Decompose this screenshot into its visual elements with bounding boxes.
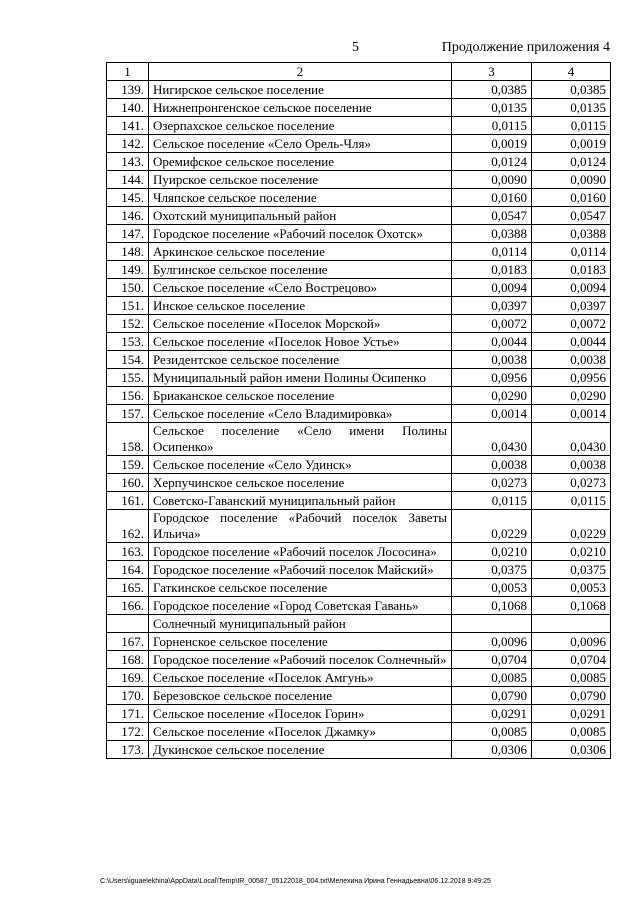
row-name: Городское поселение «Рабочий поселок Заветы Ильича» — [149, 510, 452, 543]
row-value-col4: 0,0183 — [532, 261, 611, 279]
row-name: Советско-Гаванский муниципальный район — [149, 492, 452, 510]
row-name: Дукинское сельское поселение — [149, 741, 452, 759]
row-number: 144. — [107, 171, 149, 189]
row-name: Березовское сельское поселение — [149, 687, 452, 705]
row-value-col3 — [452, 615, 532, 633]
row-number: 166. — [107, 597, 149, 615]
table-row — [107, 633, 611, 651]
table-row — [107, 243, 611, 261]
row-value-col4: 0,0956 — [532, 369, 611, 387]
row-name: Гаткинское сельское поселение — [149, 579, 452, 597]
row-number: 150. — [107, 279, 149, 297]
table-row — [107, 135, 611, 153]
table-row — [107, 510, 611, 543]
row-value-col4: 0,0044 — [532, 333, 611, 351]
row-number: 143. — [107, 153, 149, 171]
table-row — [107, 315, 611, 333]
table-row — [107, 423, 611, 456]
row-number: 158. — [107, 423, 149, 456]
row-number — [107, 615, 149, 633]
row-value-col3: 0,0115 — [452, 492, 532, 510]
row-value-col3: 0,0956 — [452, 369, 532, 387]
row-value-col3: 0,0135 — [452, 99, 532, 117]
row-value-col3: 0,0115 — [452, 117, 532, 135]
row-value-col3: 0,0306 — [452, 741, 532, 759]
row-number: 147. — [107, 225, 149, 243]
table-row — [107, 615, 611, 633]
row-value-col4: 0,1068 — [532, 597, 611, 615]
row-value-col4: 0,0229 — [532, 510, 611, 543]
row-value-col3: 0,0019 — [452, 135, 532, 153]
row-value-col4: 0,0375 — [532, 561, 611, 579]
row-name: Горненское сельское поселение — [149, 633, 452, 651]
row-name: Озерпахское сельское поселение — [149, 117, 452, 135]
row-value-col3: 0,0044 — [452, 333, 532, 351]
row-value-col4: 0,0019 — [532, 135, 611, 153]
table-row — [107, 369, 611, 387]
table-row — [107, 297, 611, 315]
row-name: Сельское поселение «Поселок Джамку» — [149, 723, 452, 741]
row-value-col3: 0,0053 — [452, 579, 532, 597]
table-row — [107, 669, 611, 687]
continuation-header: Продолжение приложения 4 — [441, 40, 610, 55]
page-number: 5 — [352, 40, 359, 55]
row-number: 149. — [107, 261, 149, 279]
row-value-col3: 0,0160 — [452, 189, 532, 207]
row-value-col3: 0,0388 — [452, 225, 532, 243]
table-row — [107, 189, 611, 207]
row-name: Оремифское сельское поселение — [149, 153, 452, 171]
row-number: 140. — [107, 99, 149, 117]
row-name: Херпучинское сельское поселение — [149, 474, 452, 492]
table-row — [107, 474, 611, 492]
header-col-3: 3 — [452, 63, 532, 81]
row-name: Булгинское сельское поселение — [149, 261, 452, 279]
row-number: 169. — [107, 669, 149, 687]
row-number: 170. — [107, 687, 149, 705]
row-name: Сельское поселение «Село Вострецово» — [149, 279, 452, 297]
row-number: 152. — [107, 315, 149, 333]
row-value-col4: 0,0072 — [532, 315, 611, 333]
row-name: Солнечный муниципальный район — [149, 615, 452, 633]
table-row — [107, 207, 611, 225]
row-value-col3: 0,0038 — [452, 456, 532, 474]
table-row — [107, 279, 611, 297]
row-value-col4: 0,0085 — [532, 669, 611, 687]
row-value-col3: 0,0790 — [452, 687, 532, 705]
row-name: Охотский муниципальный район — [149, 207, 452, 225]
row-value-col3: 0,0290 — [452, 387, 532, 405]
row-value-col4: 0,0397 — [532, 297, 611, 315]
row-number: 162. — [107, 510, 149, 543]
row-value-col3: 0,0229 — [452, 510, 532, 543]
row-name: Сельское поселение «Поселок Морской» — [149, 315, 452, 333]
row-value-col4: 0,0094 — [532, 279, 611, 297]
row-value-col3: 0,0183 — [452, 261, 532, 279]
table-row — [107, 387, 611, 405]
row-value-col4: 0,0547 — [532, 207, 611, 225]
row-value-col4: 0,0385 — [532, 81, 611, 99]
row-name: Пуирское сельское поселение — [149, 171, 452, 189]
table-row — [107, 456, 611, 474]
row-value-col4: 0,0053 — [532, 579, 611, 597]
row-value-col3: 0,0273 — [452, 474, 532, 492]
header-col-1: 1 — [107, 63, 149, 81]
table-row — [107, 597, 611, 615]
row-value-col3: 0,0430 — [452, 423, 532, 456]
row-number: 173. — [107, 741, 149, 759]
row-number: 156. — [107, 387, 149, 405]
row-value-col4: 0,0114 — [532, 243, 611, 261]
appendix-table — [106, 62, 611, 759]
row-number: 141. — [107, 117, 149, 135]
row-value-col3: 0,0014 — [452, 405, 532, 423]
row-value-col3: 0,0090 — [452, 171, 532, 189]
row-value-col4: 0,0790 — [532, 687, 611, 705]
row-number: 159. — [107, 456, 149, 474]
row-name: Инское сельское поселение — [149, 297, 452, 315]
row-value-col3: 0,0085 — [452, 723, 532, 741]
row-value-col3: 0,0072 — [452, 315, 532, 333]
table-row — [107, 261, 611, 279]
table-row — [107, 171, 611, 189]
row-value-col3: 0,0375 — [452, 561, 532, 579]
row-number: 172. — [107, 723, 149, 741]
row-name: Городское поселение «Рабочий поселок Лососина» — [149, 543, 452, 561]
row-number: 167. — [107, 633, 149, 651]
table-row — [107, 723, 611, 741]
table-row — [107, 81, 611, 99]
header-col-2: 2 — [149, 63, 452, 81]
table-row — [107, 225, 611, 243]
row-name: Бриаканское сельское поселение — [149, 387, 452, 405]
row-value-col4: 0,0124 — [532, 153, 611, 171]
row-name: Городское поселение «Город Советская Гавань» — [149, 597, 452, 615]
row-value-col3: 0,0114 — [452, 243, 532, 261]
row-value-col3: 0,0096 — [452, 633, 532, 651]
table-row — [107, 579, 611, 597]
row-value-col4: 0,0273 — [532, 474, 611, 492]
row-name: Чляпское сельское поселение — [149, 189, 452, 207]
row-value-col4: 0,0160 — [532, 189, 611, 207]
table-header-row — [107, 63, 611, 81]
row-name: Нигирское сельское поселение — [149, 81, 452, 99]
table-row — [107, 492, 611, 510]
table-row — [107, 651, 611, 669]
row-name: Городское поселение «Рабочий поселок Солнечный» — [149, 651, 452, 669]
row-value-col4: 0,0096 — [532, 633, 611, 651]
row-name: Сельское поселение «Село Орель-Чля» — [149, 135, 452, 153]
row-value-col4 — [532, 615, 611, 633]
row-name: Городское поселение «Рабочий поселок Майский» — [149, 561, 452, 579]
row-value-col3: 0,0291 — [452, 705, 532, 723]
row-number: 161. — [107, 492, 149, 510]
row-value-col3: 0,0385 — [452, 81, 532, 99]
row-number: 148. — [107, 243, 149, 261]
row-value-col3: 0,0210 — [452, 543, 532, 561]
row-name: Резидентское сельское поселение — [149, 351, 452, 369]
row-name: Нижнепронгенское сельское поселение — [149, 99, 452, 117]
row-number: 164. — [107, 561, 149, 579]
table-row — [107, 99, 611, 117]
row-value-col4: 0,0038 — [532, 456, 611, 474]
row-number: 145. — [107, 189, 149, 207]
row-name: Муниципальный район имени Полины Осипенко — [149, 369, 452, 387]
row-value-col3: 0,0124 — [452, 153, 532, 171]
row-value-col4: 0,0388 — [532, 225, 611, 243]
row-value-col4: 0,0291 — [532, 705, 611, 723]
row-number: 168. — [107, 651, 149, 669]
row-number: 153. — [107, 333, 149, 351]
table-row — [107, 351, 611, 369]
row-value-col4: 0,0430 — [532, 423, 611, 456]
row-name: Сельское поселение «Поселок Горин» — [149, 705, 452, 723]
row-value-col4: 0,0115 — [532, 117, 611, 135]
row-value-col3: 0,0038 — [452, 351, 532, 369]
row-value-col3: 0,0547 — [452, 207, 532, 225]
table-row — [107, 153, 611, 171]
row-number: 142. — [107, 135, 149, 153]
table-row — [107, 687, 611, 705]
row-value-col4: 0,0704 — [532, 651, 611, 669]
row-number: 157. — [107, 405, 149, 423]
row-value-col3: 0,0704 — [452, 651, 532, 669]
table-row — [107, 117, 611, 135]
row-value-col4: 0,0290 — [532, 387, 611, 405]
row-number: 151. — [107, 297, 149, 315]
row-number: 154. — [107, 351, 149, 369]
row-number: 163. — [107, 543, 149, 561]
table-row — [107, 561, 611, 579]
row-value-col4: 0,0135 — [532, 99, 611, 117]
row-name: Городское поселение «Рабочий поселок Охотск» — [149, 225, 452, 243]
row-number: 171. — [107, 705, 149, 723]
table-row — [107, 543, 611, 561]
row-number: 160. — [107, 474, 149, 492]
row-value-col4: 0,0014 — [532, 405, 611, 423]
row-value-col4: 0,0085 — [532, 723, 611, 741]
row-value-col3: 0,0397 — [452, 297, 532, 315]
row-value-col4: 0,0210 — [532, 543, 611, 561]
row-value-col3: 0,1068 — [452, 597, 532, 615]
row-name: Сельское поселение «Село Удинск» — [149, 456, 452, 474]
row-name: Сельское поселение «Поселок Новое Устье» — [149, 333, 452, 351]
row-value-col4: 0,0115 — [532, 492, 611, 510]
row-number: 165. — [107, 579, 149, 597]
table-row — [107, 405, 611, 423]
row-name: Сельское поселение «Село Владимировка» — [149, 405, 452, 423]
row-number: 155. — [107, 369, 149, 387]
row-name: Аркинское сельское поселение — [149, 243, 452, 261]
row-value-col3: 0,0094 — [452, 279, 532, 297]
row-number: 146. — [107, 207, 149, 225]
row-number: 139. — [107, 81, 149, 99]
file-path-footer: C:\Users\iguaelekhina\AppData\Local\Temp\IR_00587_05122018_004.txt\Мелехина Ирина Геннадьевна\06.12.2018 9:49:25 — [100, 878, 491, 885]
row-value-col4: 0,0038 — [532, 351, 611, 369]
row-name: Сельское поселение «Село имени Полины Осипенко» — [149, 423, 452, 456]
table-row — [107, 333, 611, 351]
row-value-col4: 0,0306 — [532, 741, 611, 759]
table-row — [107, 741, 611, 759]
row-value-col4: 0,0090 — [532, 171, 611, 189]
header-col-4: 4 — [532, 63, 611, 81]
row-value-col3: 0,0085 — [452, 669, 532, 687]
table-row — [107, 705, 611, 723]
row-name: Сельское поселение «Поселок Амгунь» — [149, 669, 452, 687]
